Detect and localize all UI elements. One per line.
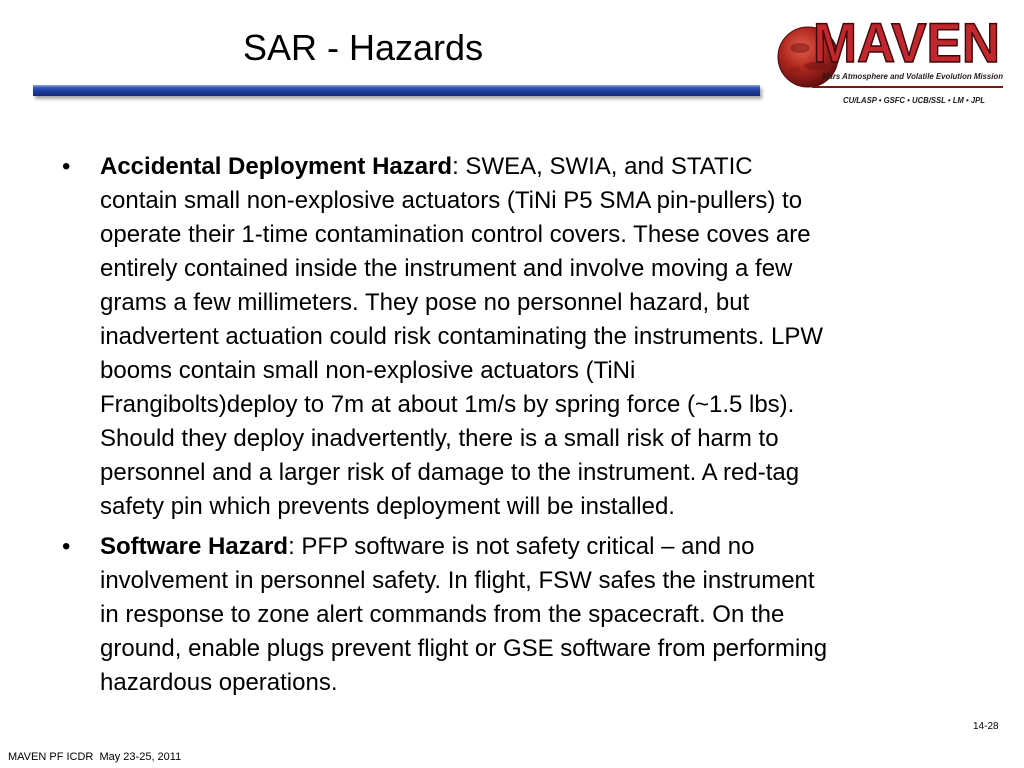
bullet-list: [62, 150, 1002, 700]
bullet-first-line-text: : PFP software is not safety critical – and no: [288, 533, 755, 560]
bullet-line: personnel and a larger risk of damage to the instrument. A red-tag: [100, 459, 800, 486]
bullet-line: ground, enable plugs prevent flight or GSE software from performing: [100, 635, 828, 662]
bullet-marker: •: [62, 533, 71, 560]
bullet-item-accidental-deployment: [62, 150, 1002, 524]
logo-wordmark: MAVEN: [813, 11, 1000, 74]
slide-title: SAR - Hazards: [243, 27, 484, 68]
bullet-line: in response to zone alert commands from the spacecraft. On the: [100, 601, 785, 628]
page-number: 14-28: [973, 721, 999, 732]
bullet-line: hazardous operations.: [100, 669, 338, 696]
maven-logo: [772, 8, 1008, 112]
bullet-line: booms contain small non-explosive actuators (TiNi: [100, 357, 636, 384]
logo-subtitle: Mars Atmosphere and Volatile Evolution Mission: [822, 71, 1003, 81]
bullet-line: Should they deploy inadvertently, there is a small risk of harm to: [100, 425, 779, 452]
bullet-item-software-hazard: [62, 530, 1002, 700]
bullet-heading: Software Hazard: [100, 533, 289, 560]
bullet-line: operate their 1-time contamination control covers. These coves are: [100, 221, 811, 248]
bullet-first-line: [100, 150, 1002, 184]
bullet-line: involvement in personnel safety. In flight, FSW safes the instrument: [100, 567, 815, 594]
title-underline-bar: [33, 85, 760, 96]
bullet-heading: Accidental Deployment Hazard: [100, 153, 453, 180]
bullet-text: [100, 150, 1002, 524]
logo-partners: CU/LASP • GSFC • UCB/SSL • LM • JPL: [843, 96, 986, 105]
bullet-first-line-text: : SWEA, SWIA, and STATIC: [452, 153, 753, 180]
bullet-marker: •: [62, 153, 71, 180]
bullet-line: entirely contained inside the instrument and involve moving a few: [100, 255, 793, 282]
bullet-line: inadvertent actuation could risk contaminating the instruments. LPW: [100, 323, 824, 350]
bullet-line: grams a few millimeters. They pose no personnel hazard, but: [100, 289, 750, 316]
bullet-line: safety pin which prevents deployment will be installed.: [100, 493, 675, 520]
footer-event-label: MAVEN PF ICDR May 23-25, 2011: [8, 751, 182, 763]
bullet-first-line: [100, 530, 1002, 564]
bullet-line: Frangibolts)deploy to 7m at about 1m/s by spring force (~1.5 lbs).: [100, 391, 795, 418]
bullet-text: [100, 530, 1002, 700]
bullet-line: contain small non-explosive actuators (TiNi P5 SMA pin-pullers) to: [100, 187, 803, 214]
